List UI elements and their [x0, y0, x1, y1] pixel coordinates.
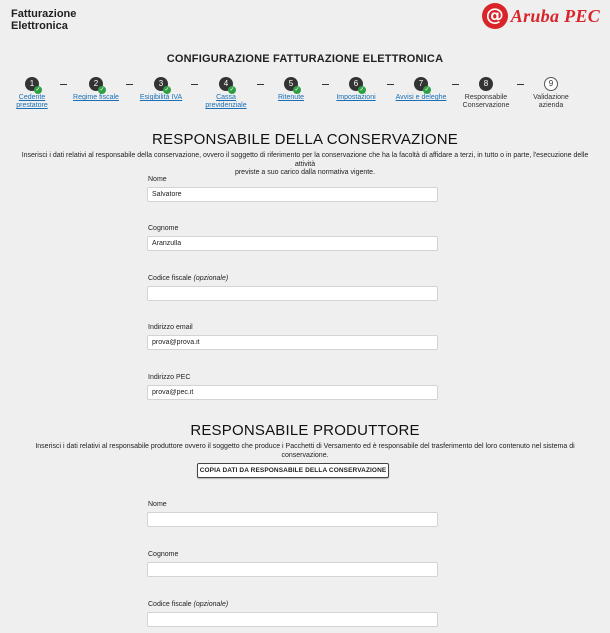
check-icon: ✓: [229, 87, 235, 93]
step-esigibilita-iva[interactable]: [131, 77, 191, 102]
step-impostazioni[interactable]: [326, 77, 386, 102]
step-cassa-previdenziale[interactable]: [196, 77, 256, 110]
produttore-nome-field[interactable]: [147, 512, 438, 527]
section-title-produttore: RESPONSABILE PRODUTTORE: [190, 422, 420, 439]
aruba-pec-logo: [482, 3, 600, 29]
check-icon: ✓: [99, 87, 105, 93]
check-icon: ✓: [424, 87, 430, 93]
step-avvisi-deleghe[interactable]: [391, 77, 451, 102]
pec-label: Indirizzo PEC: [148, 374, 191, 381]
step-number-icon: 3 ✓: [154, 77, 168, 91]
step-responsabile-conservazione: [456, 77, 516, 110]
step-validazione-azienda: [521, 77, 581, 110]
nome-field[interactable]: [147, 187, 438, 202]
section-desc-conservazione: Inserisci i dati relativi al responsabile della conservazione, ovvero il soggetto di riferimento per la conservazione che ha la facoltà di affidare a terzi, in tutto o in parte, l'esecuzione delle attività previste a suo carico dalla normativa vigente.: [21, 152, 589, 176]
check-icon: ✓: [164, 87, 170, 93]
wizard-stepper: [11, 77, 601, 112]
step-label[interactable]: Cassa previdenziale: [205, 94, 247, 109]
step-label: Validazione azienda: [533, 94, 569, 109]
step-label: Responsabile Conservazione: [462, 94, 510, 109]
produttore-codice-fiscale-label: Codice fiscale (opzionale): [148, 601, 229, 608]
codice-fiscale-label: Codice fiscale (opzionale): [148, 275, 229, 282]
email-field[interactable]: [147, 335, 438, 350]
produttore-cognome-label: Cognome: [148, 551, 179, 558]
app-title: [11, 8, 76, 32]
step-ritenute[interactable]: [261, 77, 321, 102]
section-title-conservazione: RESPONSABILE DELLA CONSERVAZIONE: [152, 131, 458, 148]
step-regime-fiscale[interactable]: [66, 77, 126, 102]
step-number-icon: 4 ✓: [219, 77, 233, 91]
produttore-nome-label: Nome: [148, 501, 167, 508]
at-sign-icon: [482, 3, 508, 29]
app-title-line2: Elettronica: [11, 20, 68, 32]
step-label[interactable]: Ritenute: [277, 94, 305, 101]
step-label[interactable]: Regime fiscale: [73, 94, 119, 101]
step-number-icon: 6 ✓: [349, 77, 363, 91]
check-icon: ✓: [294, 87, 300, 93]
cognome-label: Cognome: [148, 225, 179, 232]
step-label[interactable]: Esigibilità IVA: [139, 94, 183, 101]
produttore-codice-fiscale-field[interactable]: [147, 612, 438, 627]
email-label: Indirizzo email: [148, 324, 193, 331]
app-title-line1: Fatturazione: [11, 8, 77, 20]
step-label[interactable]: Impostazioni: [336, 94, 376, 101]
step-number-icon: 7 ✓: [414, 77, 428, 91]
check-icon: ✓: [359, 87, 365, 93]
step-number-icon: 5 ✓: [284, 77, 298, 91]
step-cedente-prestatore[interactable]: [2, 77, 62, 110]
pec-field[interactable]: [147, 385, 438, 400]
section-desc-produttore: Inserisci i dati relativi al responsabile produttore ovvero il soggetto che produce i Pacchetti di Versamento ed è responsabile del trasferimento del loro contenuto nel sistema di conservazione.: [35, 443, 575, 459]
step-number-icon: 2 ✓: [89, 77, 103, 91]
check-icon: ✓: [35, 87, 41, 93]
step-number-icon: 8: [479, 77, 493, 91]
copy-data-button[interactable]: COPIA DATI DA RESPONSABILE DELLA CONSERVAZIONE: [197, 463, 389, 478]
cognome-field[interactable]: [147, 236, 438, 251]
page-title: CONFIGURAZIONE FATTURAZIONE ELETTRONICA: [166, 53, 444, 65]
step-label[interactable]: Cedente prestatore: [16, 94, 48, 109]
nome-label: Nome: [148, 176, 167, 183]
step-label[interactable]: Avvisi e deleghe: [395, 94, 447, 101]
codice-fiscale-field[interactable]: [147, 286, 438, 301]
logo-text: Aruba PEC: [510, 5, 600, 26]
produttore-cognome-field[interactable]: [147, 562, 438, 577]
step-number-icon: 9: [544, 77, 558, 91]
step-number-icon: 1 ✓: [25, 77, 39, 91]
